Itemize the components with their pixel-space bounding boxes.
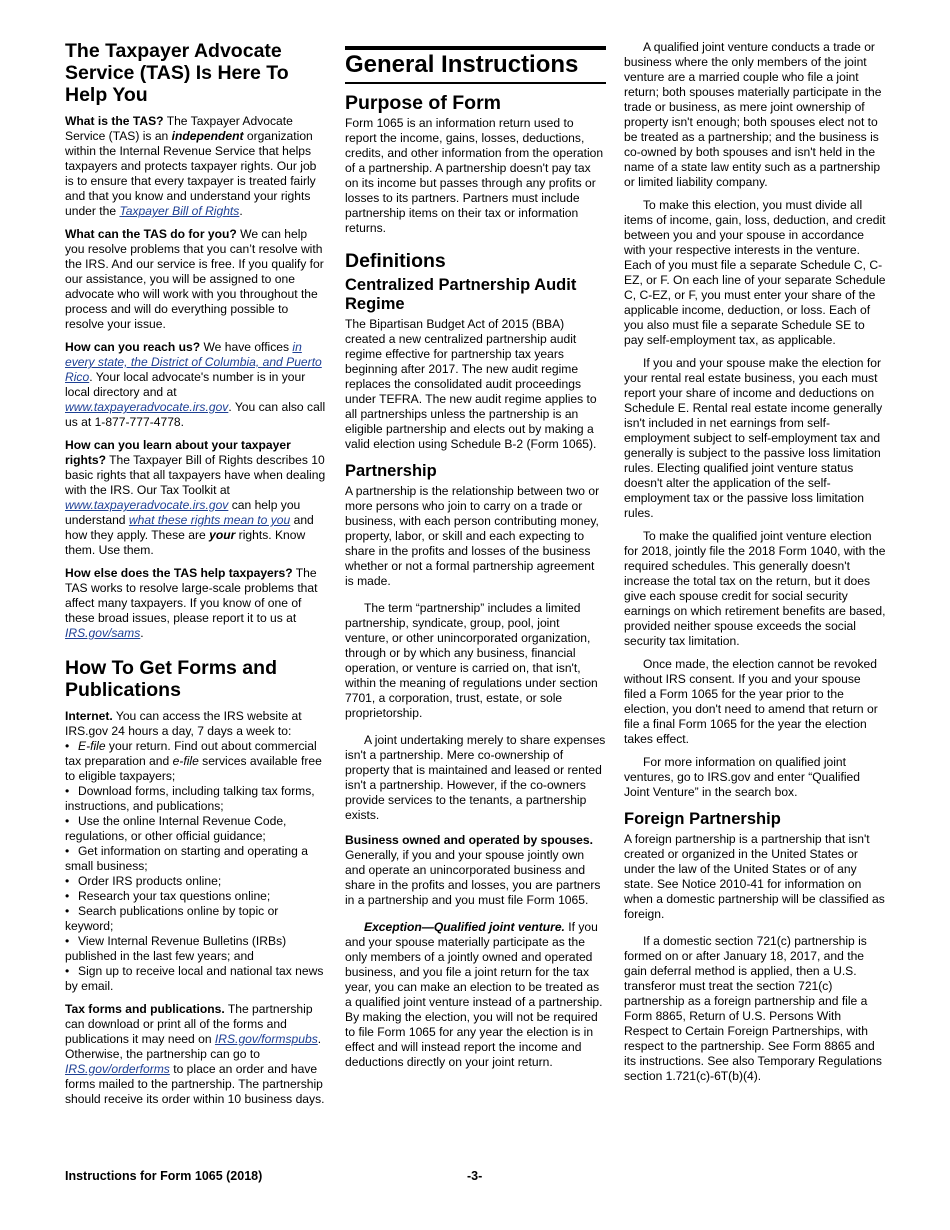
- taxpayer-advocate-toolkit-link[interactable]: www.taxpayeradvocate.irs.gov: [65, 498, 229, 512]
- qjv-paragraph-5: Once made, the election cannot be revoked without IRS consent. If you and your spouse filed a Form 1065 for the year prior to the election, you don't need to amend that return or file a final Form 1065 for the year the election takes effect.: [624, 657, 878, 746]
- page-footer: [65, 1169, 886, 1183]
- cpar-paragraph: The Bipartisan Budget Act of 2015 (BBA) created a new centralized partnership audit regime effective for partnership tax years beginning after 2017. The new audit regime replaces the consolidated audit proceedings under TEFRA. The new audit regime applies to all partnerships unless the partnership is an eligible partnership and elects out by making a valid election using Schedule B-2 (Form 1065).: [345, 317, 597, 451]
- tas-reach-us: How can you reach us? We have offices in every state, the District of Columbia, and Puerto Rico. Your local advocate's number is in your local directory and at www.taxpayeradvocate.irs.gov. You can also call us at 1-877-777-4778.: [65, 340, 326, 429]
- page-number: -3-: [467, 1169, 483, 1183]
- qjv-paragraph-2: To make this election, you must divide all items of income, gain, loss, deduction, and credit between you and your spouse in accordance with your respective interests in the venture. Each of you must file a separate Schedule C, C-EZ, or F. On each line of your separate Schedule C, C-EZ, or F, you must enter your share of the applicable income, deduction, or loss. Each of you also must file a separate Schedule SE to pay self-employment tax, as applicable.: [624, 198, 886, 347]
- partnership-heading: Partnership: [345, 462, 437, 480]
- column-right: [624, 40, 886, 1092]
- internet-bullets: [65, 739, 327, 994]
- footer-title: Instructions for Form 1065 (2018): [65, 1169, 263, 1183]
- column-left: [65, 40, 327, 1115]
- list-item: • Get information on starting and operating a small business;: [65, 844, 327, 874]
- formspubs-link[interactable]: IRS.gov/formspubs: [214, 1032, 318, 1046]
- column-middle: [345, 44, 606, 1078]
- offices-link[interactable]: in every state, the District of Columbia, and Puerto Rico: [65, 340, 322, 384]
- internet-paragraph: Internet. You can access the IRS website at IRS.gov 24 hours a day, 7 days a week to:: [65, 709, 302, 738]
- taxpayer-bill-of-rights-link[interactable]: Taxpayer Bill of Rights: [119, 204, 240, 218]
- partnership-paragraph-2: The term “partnership” includes a limited partnership, syndicate, group, pool, joint venture, or other unincorporated organization, through or by which any business, financial operation, or venture is carried on, that isn't, within the meaning of regulations under section 7701, a corporation, trust, estate, or sole proprietorship.: [345, 601, 598, 720]
- question-label: What can the TAS do for you?: [65, 227, 237, 241]
- qjv-paragraph-1: A qualified joint venture conducts a trade or business where the only members of the joint venture are a married couple who file a joint return; both spouses materially participate in the trade or business, as mere joint ownership of property isn't enough; both spouses elect not to be treated as a partnership; and the business is co-owned by both spouses and isn't held in the name of a state law entity such as a partnership or limited liability company.: [624, 40, 882, 189]
- irs-sams-link[interactable]: IRS.gov/sams: [65, 626, 141, 640]
- tas-learn-rights: How can you learn about your taxpayer rights? The Taxpayer Bill of Rights describes 10 basic rights that all taxpayers have when dealing with the IRS. Our Tax Toolkit at www.taxpayeradvocate.irs.gov can help you understand what these rights mean to you and how they apply. These are your rights. Know them. Use them.: [65, 438, 326, 557]
- tas-heading: The Taxpayer Advocate Service (TAS) Is Here To Help You: [65, 40, 289, 106]
- qjv-paragraph-3: If you and your spouse make the election for your rental real estate business, you each must report your share of income and deductions on Schedule E. Rental real estate income generally isn't included in net earnings from self-employment subject to self-employment tax and generally is subject to the passive loss limitation rules. Electing qualified joint venture status doesn't alter the application of the self-employment tax or the passive loss limitation rules.: [624, 356, 883, 520]
- cpar-heading: Centralized Partnership Audit Regime: [345, 276, 577, 313]
- list-item: • Sign up to receive local and national tax news by email.: [65, 964, 327, 994]
- foreign-partnership-heading: Foreign Partnership: [624, 810, 781, 828]
- purpose-heading: Purpose of Form: [345, 92, 502, 114]
- orderforms-link[interactable]: IRS.gov/orderforms: [65, 1062, 170, 1076]
- tax-forms-paragraph: Tax forms and publications. The partnership can download or print all of the forms and publications it may need on IRS.gov/formspubs. Otherwise, the partnership can go to IRS.gov/orderforms to place an order and have forms mailed to the partnership. The partnership should receive its order within 10 business days.: [65, 1002, 325, 1106]
- definitions-heading: Definitions: [345, 250, 446, 272]
- list-item: • Search publications online by topic or keyword;: [65, 904, 327, 934]
- tas-else-help: How else does the TAS help taxpayers? The TAS works to resolve large-scale problems that affect many taxpayers. If you know of one of these broad issues, please report it to us at IRS.gov/sams.: [65, 566, 318, 640]
- list-item: • Research your tax questions online;: [65, 889, 327, 904]
- tas-what-can: What can the TAS do for you? We can help you resolve problems that you can’t resolve with the IRS. And our service is free. If you qualify for our assistance, you will be assigned to one advocate who will work with you throughout the process and will do everything possible to resolve your issue.: [65, 227, 324, 331]
- taxpayer-advocate-link[interactable]: www.taxpayeradvocate.irs.gov: [65, 400, 229, 414]
- rights-meaning-link[interactable]: what these rights mean to you: [128, 513, 291, 527]
- general-instructions-heading: General Instructions: [345, 46, 606, 84]
- question-label: How can you reach us?: [65, 340, 201, 354]
- qjv-paragraph-4: To make the qualified joint venture election for 2018, jointly file the 2018 Form 1040, with the required schedules. This generally doesn't increase the total tax on the return, but it does give each spouse credit for social security earnings on which retirement benefits are based, provided neither spouse exceeds the social security tax limitation.: [624, 529, 886, 648]
- spouses-paragraph: Business owned and operated by spouses. Generally, if you and your spouse jointly own and operate an unincorporated business and share in the profits and losses, you are partners in a partnership and you must file Form 1065.: [345, 833, 601, 907]
- exception-paragraph: Exception—Qualified joint venture. If you and your spouse materially participate as the only members of a jointly owned and operated business, and you file a joint return for the tax year, you can make an election to be treated as a qualified joint venture instead of a partnership. By making the election, you will not be required to file Form 1065 for any year the election is in effect and will instead report the income and deductions directly on your joint return.: [345, 920, 603, 1069]
- question-label: How can you learn about your taxpayer rights?: [65, 438, 291, 467]
- partnership-paragraph-3: A joint undertaking merely to share expenses isn't a partnership. Mere co-ownership of property that is maintained and leased or rented isn't a partnership. However, if the co-owners provide services to the tenants, a partnership exists.: [345, 733, 606, 822]
- list-item: • Use the online Internal Revenue Code, regulations, or other official guidance;: [65, 814, 327, 844]
- foreign-paragraph-2: If a domestic section 721(c) partnership is formed on or after January 18, 2017, and the gain deferral method is applied, then a U.S. transferor must treat the section 721(c) partnership as a foreign partnership and file a Form 8865, Return of U.S. Persons With Respect to Certain Foreign Partnerships, with respect to the partnership. See Form 8865 and its instructions. See also Temporary Regulations section 1.721(c)-6T(b)(4).: [624, 934, 882, 1083]
- list-item: • Order IRS products online;: [65, 874, 327, 889]
- list-item: • Download forms, including talking tax forms, instructions, and publications;: [65, 784, 327, 814]
- forms-heading: How To Get Forms and Publications: [65, 657, 277, 701]
- partnership-paragraph-1: A partnership is the relationship between two or more persons who join to carry on a trade or business, with each person contributing money, property, labor, or skill and each expecting to share in the profits and losses of the business whether or not a formal partnership agreement is made.: [345, 484, 600, 588]
- tas-what-is: What is the TAS? The Taxpayer Advocate Service (TAS) is an independent organization within the Internal Revenue Service that helps taxpayers and protects taxpayer rights. Our job is to ensure that every taxpayer is treated fairly and that you know and understand your rights under the Taxpayer Bill of Rights.: [65, 114, 317, 218]
- qjv-paragraph-6: For more information on qualified joint ventures, go to IRS.gov and enter “Qualified Joint Venture” in the search box.: [624, 755, 860, 799]
- question-label: How else does the TAS help taxpayers?: [65, 566, 293, 580]
- foreign-paragraph-1: A foreign partnership is a partnership that isn't created or organized in the United States or under the law of the United States or of any state. See Notice 2010-41 for information on when a domestic partnership will be classified as foreign.: [624, 832, 885, 921]
- list-item: • E-file your return. Find out about commercial tax preparation and e-file services available free to eligible taxpayers;: [65, 739, 327, 784]
- list-item: • View Internal Revenue Bulletins (IRBs) published in the last few years; and: [65, 934, 327, 964]
- purpose-paragraph: Form 1065 is an information return used to report the income, gains, losses, deductions, credits, and other information from the operation of a partnership. A partnership doesn't pay tax on its income but passes through any profits or losses to its partners. Partners must include partnership items on their tax or information returns.: [345, 116, 604, 235]
- question-label: What is the TAS?: [65, 114, 164, 128]
